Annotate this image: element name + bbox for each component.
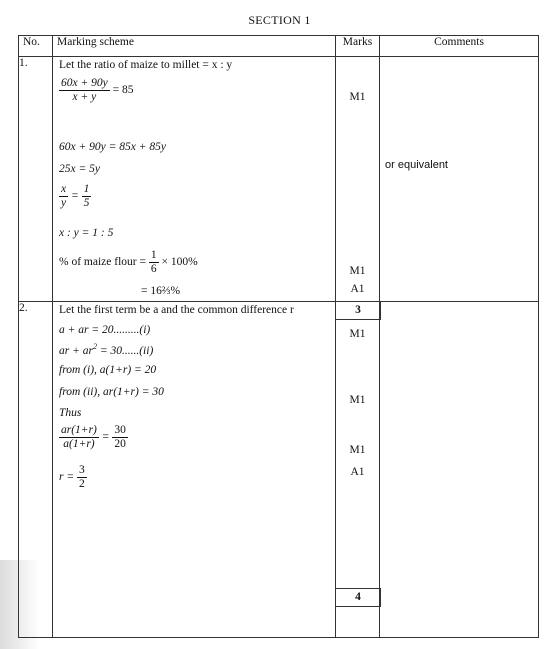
q2-eq5-rhs-denominator: 20	[114, 438, 126, 450]
q1-eq6-numerator: 1	[150, 249, 157, 261]
q1-eq4-lhs-numerator: x	[61, 183, 67, 195]
q2-eq6-denominator: 2	[79, 478, 85, 490]
q1-mark-1: M1	[349, 91, 366, 103]
question-number-1: 1.	[19, 57, 53, 302]
q1-eq6-denominator: 6	[150, 263, 157, 275]
header-comments: Comments	[380, 36, 539, 57]
question-row-1	[19, 57, 539, 302]
q1-equation-2: 60x + 90y = 85x + 85y	[59, 141, 166, 153]
q1-equation-3: 25x = 5y	[59, 163, 100, 175]
q2-thus: Thus	[59, 407, 82, 419]
marks-cell-2	[336, 302, 380, 638]
q1-eq6-label: % of maize flour	[59, 256, 137, 269]
q1-equation-7: = 16⅔%	[141, 285, 181, 297]
q1-mark-2: M1	[349, 265, 366, 277]
scheme-cell-2	[53, 302, 336, 638]
q1-total: 3	[335, 301, 381, 320]
q2-eq5-denominator: a(1+r)	[63, 438, 95, 450]
q1-equation-6	[59, 249, 198, 276]
q2-eq5-numerator: ar(1+r)	[61, 424, 97, 436]
q2-eq5-rhs-fraction	[112, 424, 128, 451]
q1-eq1-rhs: = 85	[112, 84, 134, 97]
q2-equation-1: a + ar = 20.........(i)	[59, 324, 151, 336]
q2-equation-6	[59, 464, 87, 491]
q2-mark-4: A1	[350, 466, 365, 478]
question-number-2: 2.	[19, 302, 53, 638]
q1-eq4-lhs-denominator: y	[61, 197, 67, 209]
q1-eq6-fraction	[149, 249, 159, 276]
q2-eq5-equals: =	[101, 431, 110, 444]
q2-eq6-numerator: 3	[79, 464, 85, 476]
header-marks: Marks	[336, 36, 380, 57]
q1-mark-3: A1	[350, 283, 365, 295]
q1-eq4-equals: =	[70, 190, 79, 203]
q1-equation-1	[59, 77, 133, 104]
q2-equation-5	[59, 424, 128, 451]
marking-scheme-table	[18, 35, 539, 638]
q1-equation-4	[59, 183, 91, 210]
q2-mark-2: M1	[349, 394, 366, 406]
q1-eq4-rhs-numerator: 1	[83, 183, 90, 195]
comments-cell-2	[380, 302, 539, 638]
marks-cell-1	[336, 57, 380, 316]
section-title: SECTION 1	[248, 13, 311, 27]
q2-eq5-lhs-fraction	[59, 424, 99, 451]
q2-equation-4: from (ii), ar(1+r) = 30	[59, 386, 164, 398]
q1-eq4-rhs-denominator: 5	[83, 197, 90, 209]
q2-eq6-fraction	[77, 464, 87, 491]
q1-eq1-fraction	[59, 77, 110, 104]
q1-equation-5: x : y = 1 : 5	[59, 227, 114, 239]
q2-eq5-rhs-numerator: 30	[114, 424, 126, 436]
q2-eq2-part-a: ar + ar	[59, 344, 93, 357]
q2-equation-2	[59, 342, 153, 357]
q2-total: 4	[335, 588, 381, 607]
q2-equation-3: from (i), a(1+r) = 20	[59, 364, 157, 376]
q2-mark-3: M1	[349, 444, 366, 456]
q2-intro: Let the first term be a and the common difference r	[59, 304, 294, 316]
scheme-cell-1	[53, 57, 336, 302]
header-row	[19, 36, 539, 57]
q2-eq6-lhs: r =	[59, 471, 75, 484]
q1-eq4-lhs-fraction	[59, 183, 68, 210]
q1-eq4-rhs-fraction	[82, 183, 92, 210]
q1-eq1-denominator: x + y	[72, 91, 97, 103]
q2-mark-1: M1	[349, 328, 366, 340]
header-scheme: Marking scheme	[53, 36, 336, 57]
q2-eq2-part-b: = 30......(ii)	[96, 344, 154, 357]
q1-eq6-equals: =	[139, 256, 146, 269]
q1-intro: Let the ratio of maize to millet = x : y	[59, 59, 233, 71]
question-row-2	[19, 302, 539, 638]
q2-eq2-superscript: 2	[92, 342, 97, 351]
q1-comment: or equivalent	[385, 159, 448, 171]
q1-eq1-numerator: 60x + 90y	[61, 77, 108, 89]
header-no: No.	[19, 36, 53, 57]
comments-cell-1	[380, 57, 539, 302]
q1-eq6-rhs: × 100%	[161, 256, 198, 269]
